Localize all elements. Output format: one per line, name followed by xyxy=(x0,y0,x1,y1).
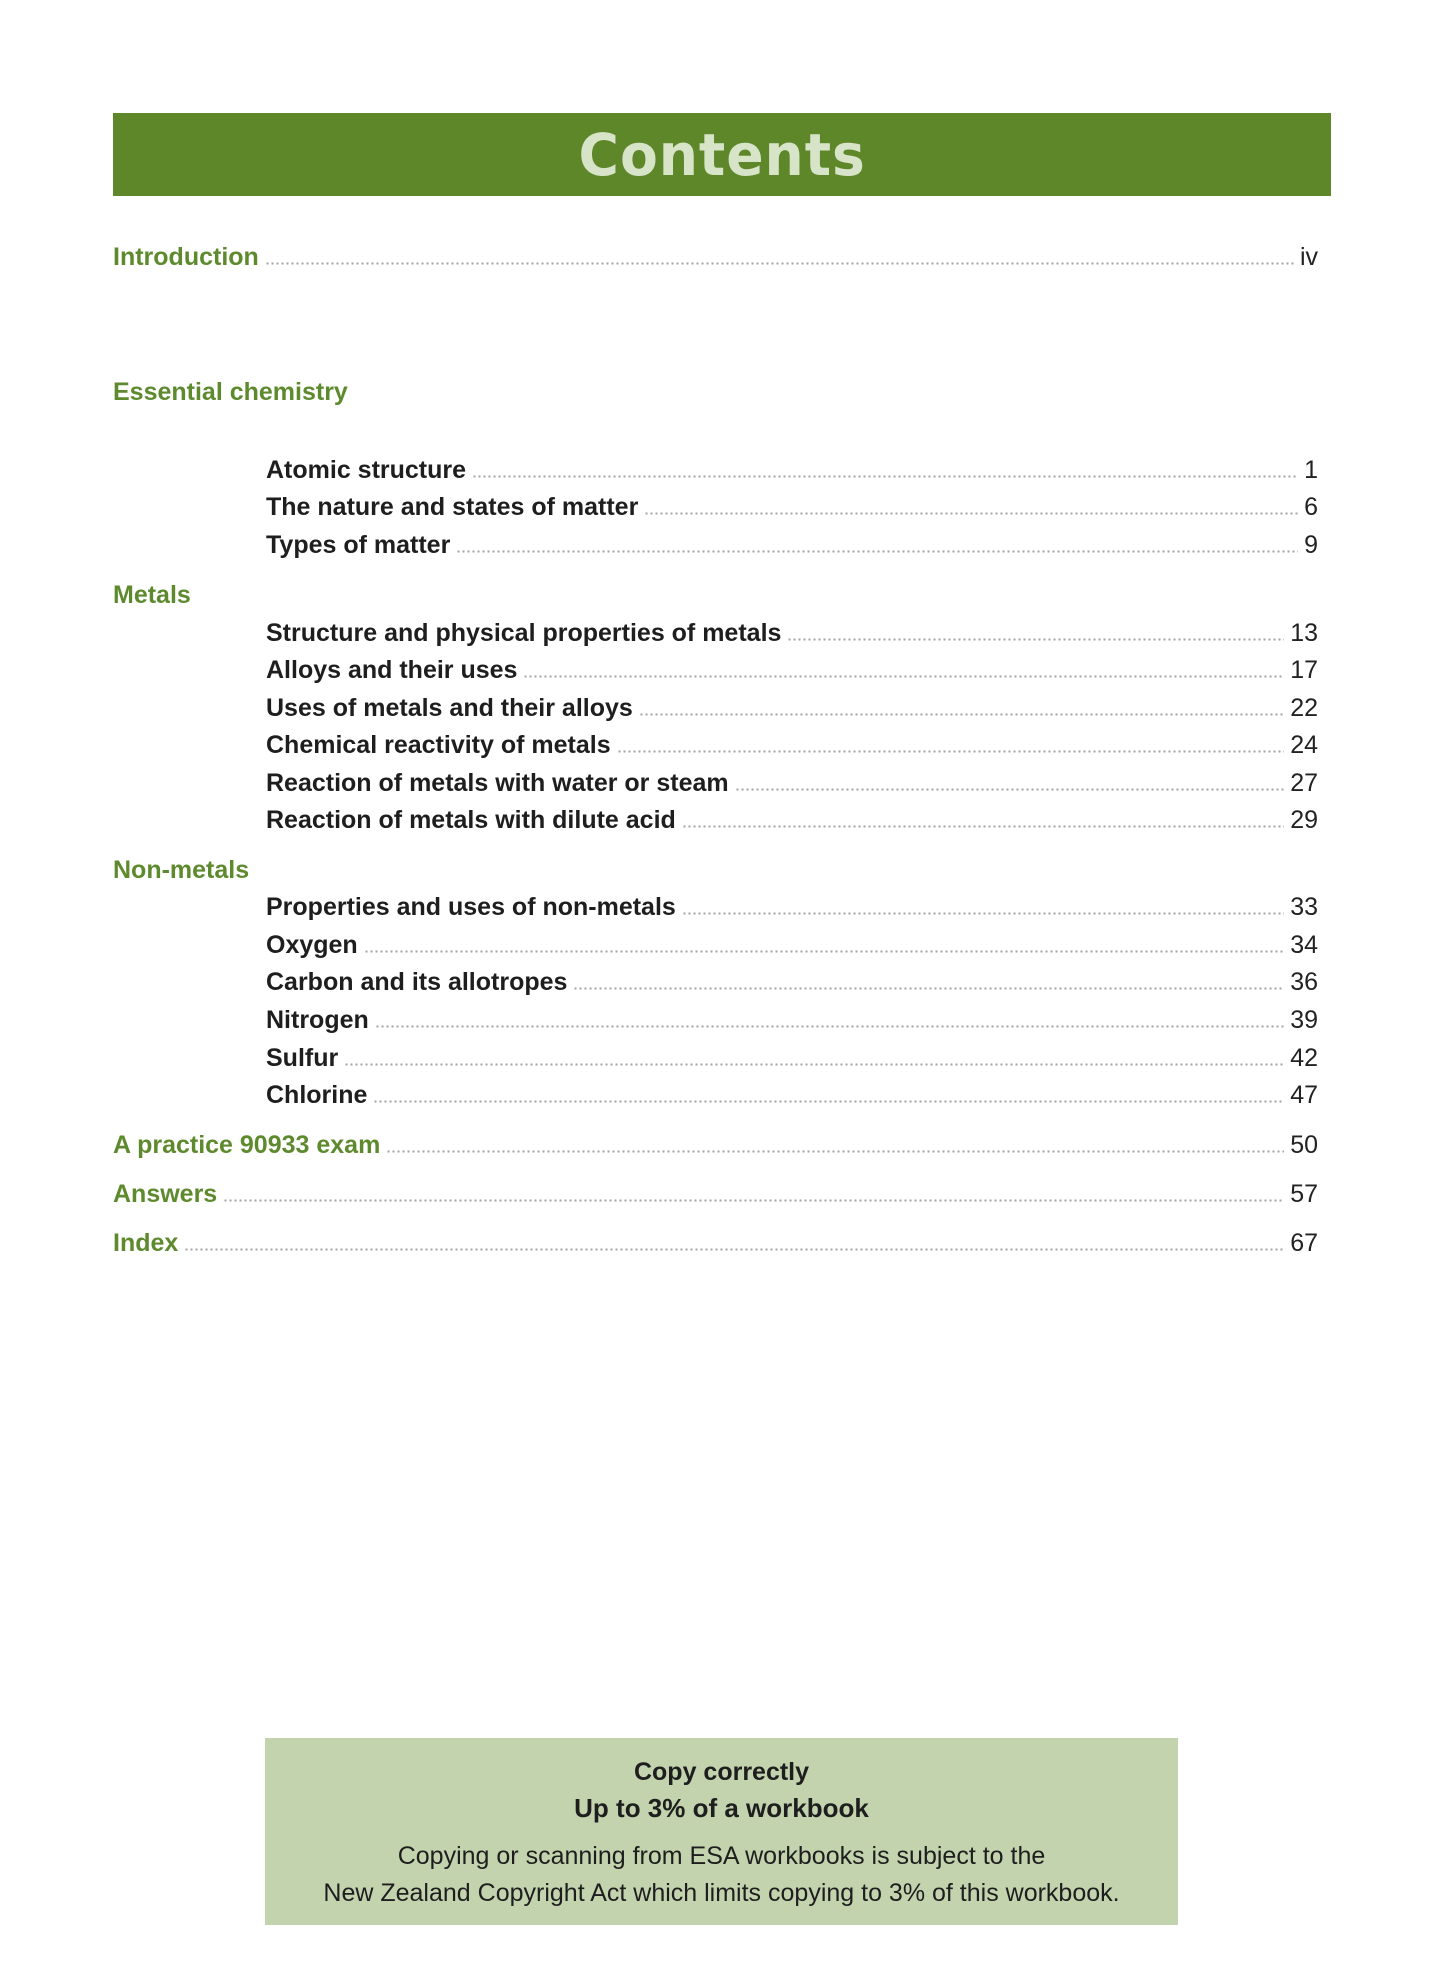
dot-leader xyxy=(373,1100,1284,1103)
toc-entry[interactable] xyxy=(266,965,1318,999)
toc-entry-introduction[interactable] xyxy=(113,240,1318,274)
toc-entry-label: Uses of metals and their alloys xyxy=(266,694,633,722)
toc-entry-label: A practice 90933 exam xyxy=(113,1131,381,1159)
toc-entry[interactable] xyxy=(266,653,1318,687)
toc-entry[interactable] xyxy=(266,1041,1318,1075)
toc-entry-label: Oxygen xyxy=(266,931,358,959)
toc-entry-practice-exam[interactable] xyxy=(113,1128,1318,1162)
copyright-body-line: Copying or scanning from ESA workbooks is subject to the xyxy=(397,1842,1046,1870)
dot-leader xyxy=(472,475,1298,478)
toc-entry[interactable] xyxy=(266,490,1318,524)
dot-leader xyxy=(523,675,1284,678)
toc-entry-label: Chemical reactivity of metals xyxy=(266,731,611,759)
dot-leader xyxy=(682,825,1284,828)
toc-page-number: 36 xyxy=(1290,968,1318,996)
dot-leader xyxy=(639,713,1284,716)
dot-leader xyxy=(364,950,1284,953)
toc-page-number: 57 xyxy=(1290,1180,1318,1208)
toc-entry-label: Reaction of metals with water or steam xyxy=(266,769,729,797)
toc-entry-label: Answers xyxy=(113,1180,218,1208)
dot-leader xyxy=(265,262,1294,265)
toc-entry-label: Introduction xyxy=(113,243,259,271)
toc-entry-label: The nature and states of matter xyxy=(266,493,639,521)
copyright-notice xyxy=(265,1738,1178,1925)
dot-leader xyxy=(682,912,1284,915)
toc-page-number: 6 xyxy=(1304,493,1318,521)
toc-page-number: 17 xyxy=(1290,656,1318,684)
dot-leader xyxy=(344,1063,1284,1066)
toc-page-number: 24 xyxy=(1290,731,1318,759)
toc-entry[interactable] xyxy=(266,1078,1318,1112)
toc-page-number: 27 xyxy=(1290,769,1318,797)
contents-header-bar xyxy=(113,113,1331,196)
toc-entry-label: Index xyxy=(113,1229,179,1257)
copyright-body xyxy=(265,1838,1178,1912)
dot-leader xyxy=(644,512,1298,515)
dot-leader xyxy=(787,638,1284,641)
toc-page-number: 1 xyxy=(1304,456,1318,484)
toc-entry[interactable] xyxy=(266,528,1318,562)
toc-entry-index[interactable] xyxy=(113,1226,1318,1260)
toc-page-number: 47 xyxy=(1290,1081,1318,1109)
toc-entry-label: Reaction of metals with dilute acid xyxy=(266,806,676,834)
toc-entry[interactable] xyxy=(266,691,1318,725)
toc-entry-label: Types of matter xyxy=(266,531,451,559)
copyright-heading: Copy correctly xyxy=(633,1758,810,1786)
toc-entry-label: Nitrogen xyxy=(266,1006,369,1034)
toc-entry[interactable] xyxy=(266,803,1318,837)
toc-entry-label: Alloys and their uses xyxy=(266,656,518,684)
toc-entry-label: Atomic structure xyxy=(266,456,467,484)
toc-page-number: 50 xyxy=(1290,1131,1318,1159)
toc-entry[interactable] xyxy=(266,453,1318,487)
toc-page-number: 33 xyxy=(1290,893,1318,921)
copyright-subheading: Up to 3% of a workbook xyxy=(574,1793,869,1823)
toc-page-number: 9 xyxy=(1304,531,1318,559)
toc-entry-label: Chlorine xyxy=(266,1081,368,1109)
dot-leader xyxy=(735,788,1285,791)
toc-page-number: 67 xyxy=(1290,1229,1318,1257)
section-heading-essential-chemistry: Essential chemistry xyxy=(113,378,348,406)
dot-leader xyxy=(456,550,1298,553)
toc-page-number: 42 xyxy=(1290,1044,1318,1072)
toc-entry[interactable] xyxy=(266,766,1318,800)
dot-leader xyxy=(223,1199,1284,1202)
toc-page-number: 29 xyxy=(1290,806,1318,834)
toc-entry-answers[interactable] xyxy=(113,1177,1318,1211)
toc-entry[interactable] xyxy=(266,928,1318,962)
dot-leader xyxy=(617,750,1285,753)
toc-entry[interactable] xyxy=(266,1003,1318,1037)
toc-page-number: 39 xyxy=(1290,1006,1318,1034)
toc-page-number: 34 xyxy=(1290,931,1318,959)
dot-leader xyxy=(184,1248,1284,1251)
dot-leader xyxy=(375,1025,1284,1028)
dot-leader xyxy=(386,1150,1284,1153)
section-heading-non-metals: Non-metals xyxy=(113,856,250,884)
page-title: Contents xyxy=(578,120,866,189)
toc-entry-label: Sulfur xyxy=(266,1044,339,1072)
toc-entry[interactable] xyxy=(266,728,1318,762)
toc-entry-label: Carbon and its allotropes xyxy=(266,968,568,996)
toc-page-number: 22 xyxy=(1290,694,1318,722)
toc-page-number: 13 xyxy=(1290,619,1318,647)
toc-entry[interactable] xyxy=(266,890,1318,924)
section-heading-metals: Metals xyxy=(113,581,191,609)
toc-page-number: iv xyxy=(1299,243,1318,271)
toc-entry-label: Properties and uses of non-metals xyxy=(266,893,676,921)
dot-leader xyxy=(573,987,1284,990)
copyright-body-line: New Zealand Copyright Act which limits copying to 3% of this workbook. xyxy=(323,1879,1120,1907)
toc-entry-label: Structure and physical properties of metals xyxy=(266,619,782,647)
toc-entry[interactable] xyxy=(266,616,1318,650)
